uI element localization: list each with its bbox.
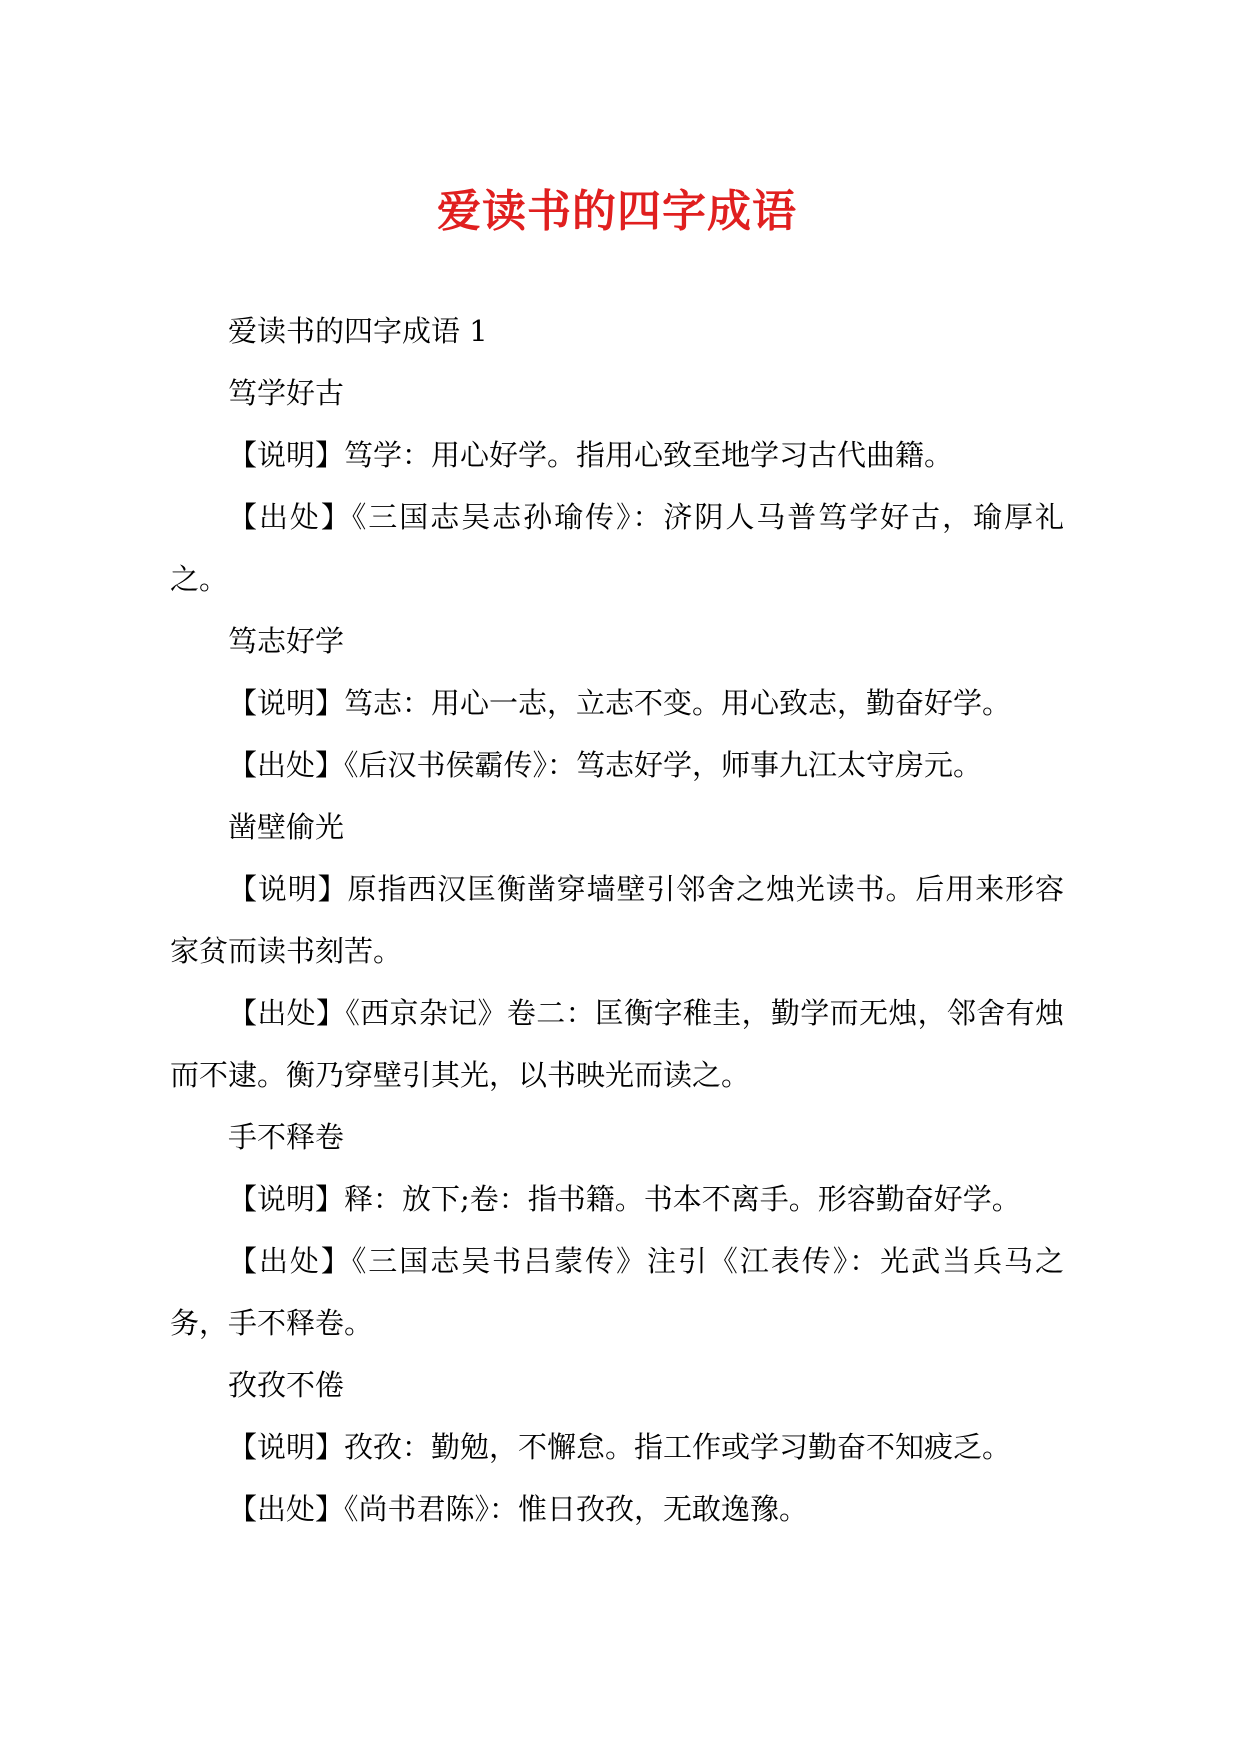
document-body xyxy=(170,300,1064,1540)
document-page xyxy=(170,183,1064,1540)
idiom-heading: 凿壁偷光 xyxy=(228,810,345,845)
idiom-heading: 手不释卷 xyxy=(228,1120,345,1155)
document-title: 爱读书的四字成语 xyxy=(437,186,797,237)
source-paragraph: 【出处】《三国志吴书吕蒙传》注引《江表传》：光武当兵马之务，手不释卷。 xyxy=(170,1244,1064,1341)
explanation-paragraph: 【说明】孜孜：勤勉，不懈怠。指工作或学习勤奋不知疲乏。 xyxy=(228,1430,1012,1465)
explanation-paragraph: 【说明】笃志：用心一志，立志不变。用心致志，勤奋好学。 xyxy=(228,686,1012,721)
source-paragraph: 【出处】《尚书君陈》：惟日孜孜，无敢逸豫。 xyxy=(228,1492,809,1527)
explanation-paragraph: 【说明】释：放下;卷：指书籍。书本不离手。形容勤奋好学。 xyxy=(228,1182,1021,1217)
explanation-paragraph: 【说明】原指西汉匡衡凿穿墙壁引邻舍之烛光读书。后用来形容家贫而读书刻苦。 xyxy=(170,872,1064,969)
source-paragraph: 【出处】《西京杂记》卷二：匡衡字稚圭，勤学而无烛，邻舍有烛而不逮。衡乃穿壁引其光，以书映光而读之。 xyxy=(170,996,1064,1093)
idiom-heading: 笃志好学 xyxy=(228,624,345,659)
idiom-heading: 孜孜不倦 xyxy=(228,1368,345,1403)
document-subtitle: 爱读书的四字成语 1 xyxy=(228,314,488,349)
idiom-heading: 笃学好古 xyxy=(228,376,345,411)
source-paragraph: 【出处】《三国志吴志孙瑜传》：济阴人马普笃学好古，瑜厚礼之。 xyxy=(170,500,1064,597)
explanation-paragraph: 【说明】笃学：用心好学。指用心致至地学习古代曲籍。 xyxy=(228,438,954,473)
source-paragraph: 【出处】《后汉书侯霸传》：笃志好学，师事九江太守房元。 xyxy=(228,748,983,783)
